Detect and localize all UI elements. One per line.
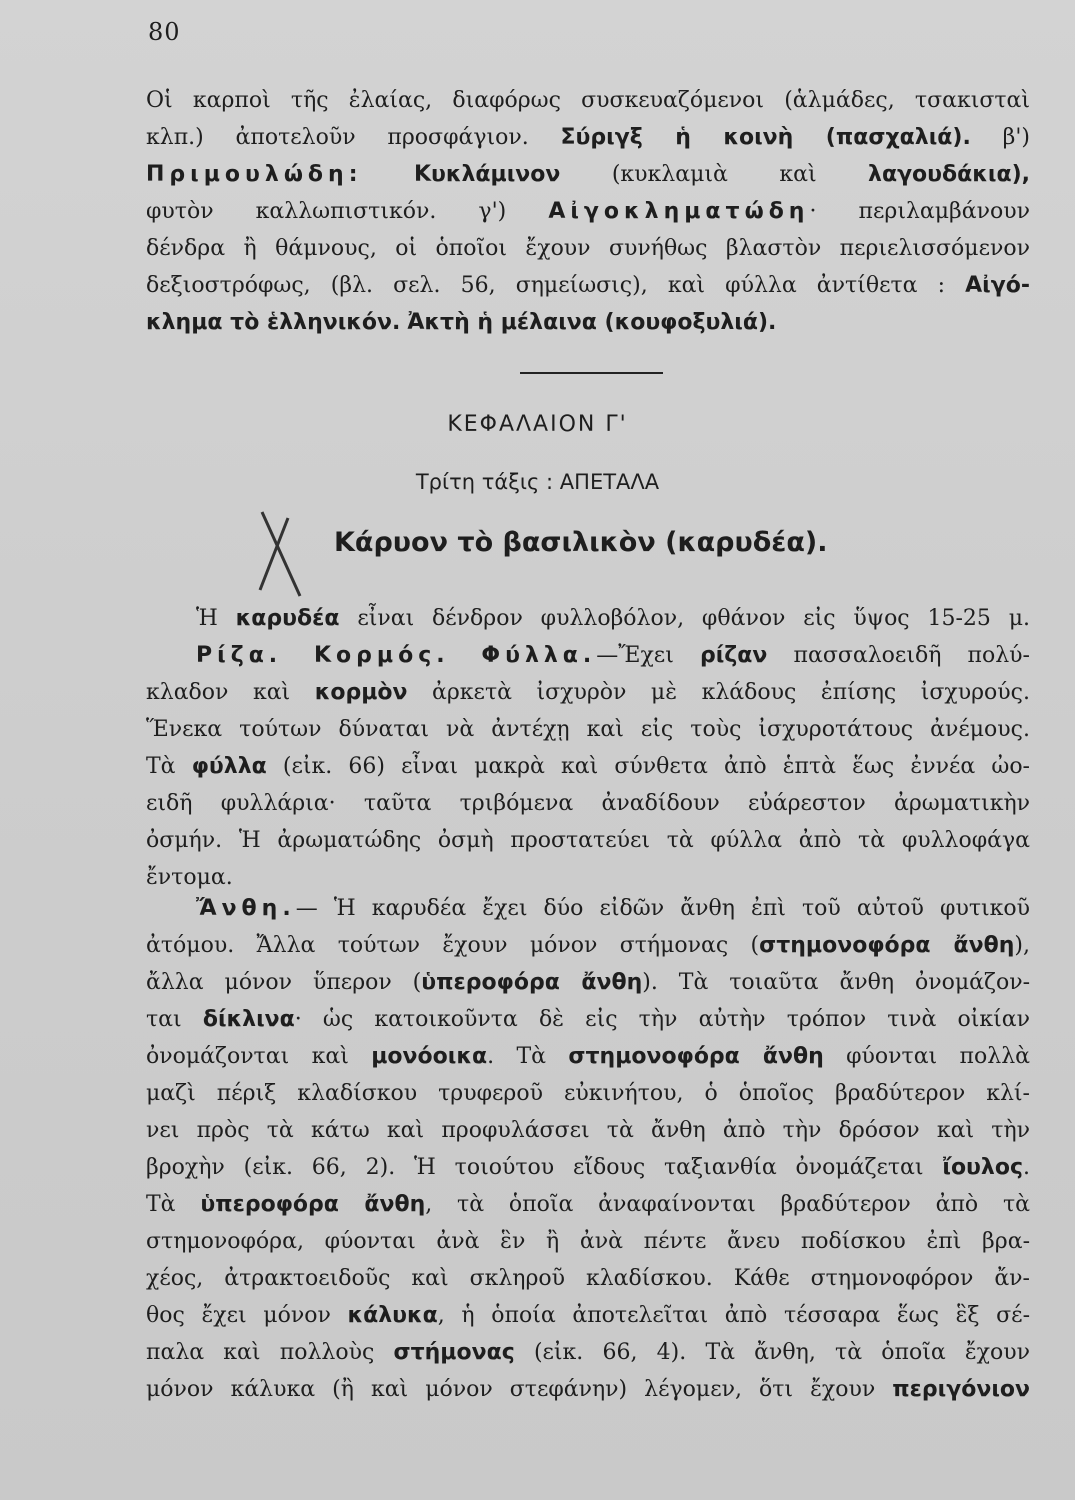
text-line: κλαδον καὶ κορμὸν ἀρκετὰ ἰσχυρὸν μὲ κλάδους ἐπίσης ἰσχυρούς. bbox=[146, 680, 1030, 705]
text-line: Τὰ ὑπεροφόρα ἄνθη, τὰ ὁποῖα ἀναφαίνονται βραδύτερον ἀπὸ τὰ bbox=[146, 1192, 1030, 1217]
text-line: φυτὸν καλλωπιστικόν. γ') Αἰγοκληματώδη· περιλαμβάνουν bbox=[146, 199, 1030, 224]
text-line: νει πρὸς τὰ κάτω καὶ προφυλάσσει τὰ ἄνθη ἀπὸ τὴν δρόσον καὶ τὴν bbox=[146, 1118, 1030, 1143]
text-line: Ρίζα. Κορμός. Φύλλα.—Ἔχει ρίζαν πασσαλοειδῆ πολύ- bbox=[196, 643, 1030, 668]
text-line: ὀσμήν. Ἡ ἀρωματώδης ὀσμὴ προστατεύει τὰ φύλλα ἀπὸ τὰ φυλλοφάγα bbox=[146, 828, 1030, 853]
text-line: δένδρα ἢ θάμνους, οἱ ὁποῖοι ἔχουν συνήθως βλαστὸν περιελισσόμενον bbox=[146, 236, 1030, 261]
text-line: ται δίκλινα· ὡς κατοικοῦντα δὲ εἰς τὴν αὐτὴν τρόπον τινὰ οἰκίαν bbox=[146, 1007, 1030, 1032]
text-line: ειδῆ φυλλάρια· ταῦτα τριβόμενα ἀναδίδουν εὐάρεστον ἀρωματικὴν bbox=[146, 791, 1030, 816]
text-line: ἀτόμου. Ἄλλα τούτων ἔχουν μόνον στήμονας (στημονοφόρα ἄνθη), bbox=[146, 933, 1030, 958]
text-line: μαζὶ πέριξ κλαδίσκου τρυφεροῦ εὐκινήτου, ὁ ὁποῖος βραδύτερον κλί- bbox=[146, 1081, 1030, 1106]
text-line: μόνον κάλυκα (ἢ καὶ μόνον στεφάνην) λέγομεν, ὅτι ἔχουν περιγόνιον bbox=[146, 1377, 1030, 1402]
text-line: Ἄνθη.— Ἡ καρυδέα ἔχει δύο εἰδῶν ἄνθη ἐπὶ τοῦ αὐτοῦ φυτικοῦ bbox=[196, 896, 1030, 921]
text-line: παλα καὶ πολλοὺς στήμονας (εἰκ. 66, 4). Τὰ ἄνθη, τὰ ὁποῖα ἔχουν bbox=[146, 1340, 1030, 1365]
body-paragraph-2 bbox=[146, 890, 1030, 1408]
text-line: στημονοφόρα, φύονται ἀνὰ ἓν ἢ ἀνὰ πέντε ἄνευ ποδίσκου ἐπὶ βρα- bbox=[146, 1229, 1030, 1254]
text-line: ἔντομα. bbox=[146, 865, 233, 890]
text-line: δεξιοστρόφως, (βλ. σελ. 56, σημείωσις), καὶ φύλλα ἀντίθετα : Αἰγό- bbox=[146, 273, 1030, 298]
text-line: ἄλλα μόνον ὕπερον (ὑπεροφόρα ἄνθη). Τὰ τοιαῦτα ἄνθη ὀνομάζον- bbox=[146, 970, 1030, 995]
text-line: χέος, ἀτρακτοειδοῦς καὶ σκληροῦ κλαδίσκου. Κάθε στημονοφόρον ἄν- bbox=[146, 1266, 1030, 1291]
text-line: Ἕνεκα τούτων δύναται νὰ ἀντέχῃ καὶ εἰς τοὺς ἰσχυροτάτους ἀνέμους. bbox=[146, 717, 1030, 742]
top-paragraph bbox=[146, 82, 1030, 341]
page-number: 80 bbox=[148, 18, 181, 46]
section-title: Κάρυον τὸ βασιλικὸν (καρυδέα). bbox=[334, 527, 828, 558]
pencil-mark-icon bbox=[250, 510, 310, 600]
body-paragraph-1 bbox=[146, 600, 1030, 896]
text-line: ὀνομάζονται καὶ μονόοικα. Τὰ στημονοφόρα ἄνθη φύονται πολλὰ bbox=[146, 1044, 1030, 1069]
text-line: κλημα τὸ ἑλληνικόν. Ἀκτὴ ἡ μέλαινα (κουφοξυλιά). bbox=[146, 310, 777, 335]
text-line: Πριμουλώδη: Κυκλάμινον (κυκλαμιὰ καὶ λαγουδάκια), bbox=[146, 162, 1030, 187]
text-line: κλπ.) ἀποτελοῦν προσφάγιον. Σύριγξ ἡ κοινὴ (πασχαλιά). β') bbox=[146, 125, 1030, 150]
subheading: Τρίτη τάξις : ΑΠΕΤΑΛΑ bbox=[415, 470, 660, 494]
section-divider bbox=[520, 372, 663, 374]
chapter-heading: ΚΕΦΑΛΑΙΟΝ Γ' bbox=[447, 412, 628, 437]
text-line: Ἡ καρυδέα εἶναι δένδρον φυλλοβόλον, φθάνον εἰς ὕψος 15-25 μ. bbox=[196, 606, 1030, 631]
text-line: βροχὴν (εἰκ. 66, 2). Ἡ τοιούτου εἴδους ταξιανθία ὀνομάζεται ἴουλος. bbox=[146, 1155, 1030, 1180]
text-line: θος ἔχει μόνον κάλυκα, ἡ ὁποία ἀποτελεῖται ἀπὸ τέσσαρα ἕως ἓξ σέ- bbox=[146, 1303, 1030, 1328]
text-line: Τὰ φύλλα (εἰκ. 66) εἶναι μακρὰ καὶ σύνθετα ἀπὸ ἑπτὰ ἕως ἐννέα ὠο- bbox=[146, 754, 1030, 779]
text-line: Οἱ καρποὶ τῆς ἐλαίας, διαφόρως συσκευαζόμενοι (ἁλμάδες, τσακισταὶ bbox=[146, 88, 1030, 113]
